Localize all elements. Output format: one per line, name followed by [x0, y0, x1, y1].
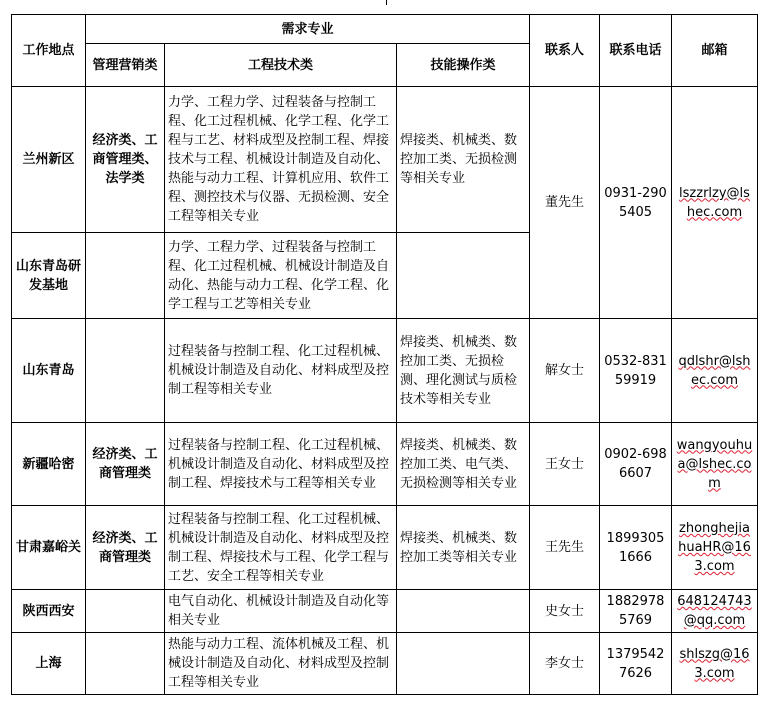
- email-link[interactable]: shlszg@163.com: [679, 646, 750, 681]
- email-cell: [672, 319, 758, 423]
- email-link[interactable]: lszzrlzy@lshec.com: [679, 185, 750, 220]
- engineering-cell: 过程装备与控制工程、化工过程机械、机械设计制造及自动化、材料成型及控制工程、焊接技术与工程、化学工程与工艺、安全工程等相关专业: [165, 506, 397, 590]
- email-cell: [672, 423, 758, 506]
- header-location: 工作地点: [12, 15, 86, 87]
- skills-cell: [397, 590, 530, 633]
- header-contact: 联系人: [530, 15, 600, 87]
- engineering-cell: 力学、工程力学、过程装备与控制工程、化工过程机械、机械设计制造及自动化、热能与动力工程、化学工程、化学工程与工艺等相关专业: [165, 233, 397, 319]
- contact-cell: 董先生: [530, 87, 600, 319]
- engineering-cell: 过程装备与控制工程、化工过程机械、机械设计制造及自动化、材料成型及控制工程等相关专业: [165, 319, 397, 423]
- phone-cell: 18829785769: [600, 590, 672, 633]
- email-cell: [672, 506, 758, 590]
- mgmt-cell: [86, 633, 165, 695]
- location-cell: 山东青岛研发基地: [12, 233, 86, 319]
- header-required-majors: 需求专业: [86, 15, 530, 44]
- table-row: [12, 319, 758, 423]
- mgmt-cell: [86, 590, 165, 633]
- table-row: [12, 506, 758, 590]
- location-cell: 上海: [12, 633, 86, 695]
- header-mgmt-marketing: 管理营销类: [86, 44, 165, 87]
- skills-cell: [397, 233, 530, 319]
- mgmt-cell: 经济类、工商管理类: [86, 506, 165, 590]
- recruitment-table-container: [11, 14, 757, 695]
- email-link[interactable]: 648124743@qq.com: [677, 594, 752, 628]
- contact-cell: 史女士: [530, 590, 600, 633]
- engineering-cell: 过程装备与控制工程、化工过程机械、机械设计制造及自动化、材料成型及控制工程、焊接技术与工程等相关专业: [165, 423, 397, 506]
- location-cell: 新疆哈密: [12, 423, 86, 506]
- engineering-cell: 热能与动力工程、流体机械及工程、机械设计制造及自动化、材料成型及控制工程等相关专业: [165, 633, 397, 695]
- header-phone: 联系电话: [600, 15, 672, 87]
- skills-cell: [397, 633, 530, 695]
- top-edge-mark: [386, 0, 387, 5]
- engineering-cell: 力学、工程力学、过程装备与控制工程、化工过程机械、化学工程、化学工程与工艺、材料成型及控制工程、焊接技术与工程、机械设计制造及自动化、热能与动力工程、计算机应用、软件工程、测控技术与仪器、无损检测、安全工程等相关专业: [165, 87, 397, 233]
- skills-cell: 焊接类、机械类、数控加工类、无损检测等相关专业: [397, 87, 530, 233]
- location-cell: 兰州新区: [12, 87, 86, 233]
- email-cell: [672, 87, 758, 319]
- email-link[interactable]: qdlshr@lshec.com: [678, 353, 751, 388]
- mgmt-cell: 经济类、工商管理类、法学类: [86, 87, 165, 233]
- header-skilled-ops: 技能操作类: [397, 44, 530, 87]
- phone-cell: 0931-2905405: [600, 87, 672, 319]
- table-row: [12, 633, 758, 695]
- header-engineering: 工程技术类: [165, 44, 397, 87]
- skills-cell: 焊接类、机械类、数控加工类等相关专业: [397, 506, 530, 590]
- mgmt-cell: [86, 319, 165, 423]
- email-cell: [672, 590, 758, 633]
- email-link[interactable]: zhonghejiahuaHR@163.com: [678, 521, 751, 574]
- location-cell: 山东青岛: [12, 319, 86, 423]
- contact-cell: 李女士: [530, 633, 600, 695]
- header-email: 邮箱: [672, 15, 758, 87]
- mgmt-cell: [86, 233, 165, 319]
- skills-cell: 焊接类、机械类、数控加工类、电气类、无损检测等相关专业: [397, 423, 530, 506]
- table-row: [12, 87, 758, 233]
- phone-cell: 18993051666: [600, 506, 672, 590]
- email-link[interactable]: wangyouhua@lshec.com: [676, 437, 753, 491]
- recruitment-table: [11, 14, 758, 695]
- location-cell: 甘肃嘉峪关: [12, 506, 86, 590]
- email-cell: [672, 633, 758, 695]
- contact-cell: 王女士: [530, 423, 600, 506]
- table-row: [12, 590, 758, 633]
- contact-cell: 解女士: [530, 319, 600, 423]
- phone-cell: 0902-6986607: [600, 423, 672, 506]
- location-cell: 陕西西安: [12, 590, 86, 633]
- phone-cell: 0532-83159919: [600, 319, 672, 423]
- engineering-cell: 电气自动化、机械设计制造及自动化等相关专业: [165, 590, 397, 633]
- table-row: [12, 423, 758, 506]
- skills-cell: 焊接类、机械类、数控加工类、无损检测、理化测试与质检技术等相关专业: [397, 319, 530, 423]
- mgmt-cell: 经济类、工商管理类: [86, 423, 165, 506]
- header-row-1: [12, 15, 758, 44]
- phone-cell: 13795427626: [600, 633, 672, 695]
- contact-cell: 王先生: [530, 506, 600, 590]
